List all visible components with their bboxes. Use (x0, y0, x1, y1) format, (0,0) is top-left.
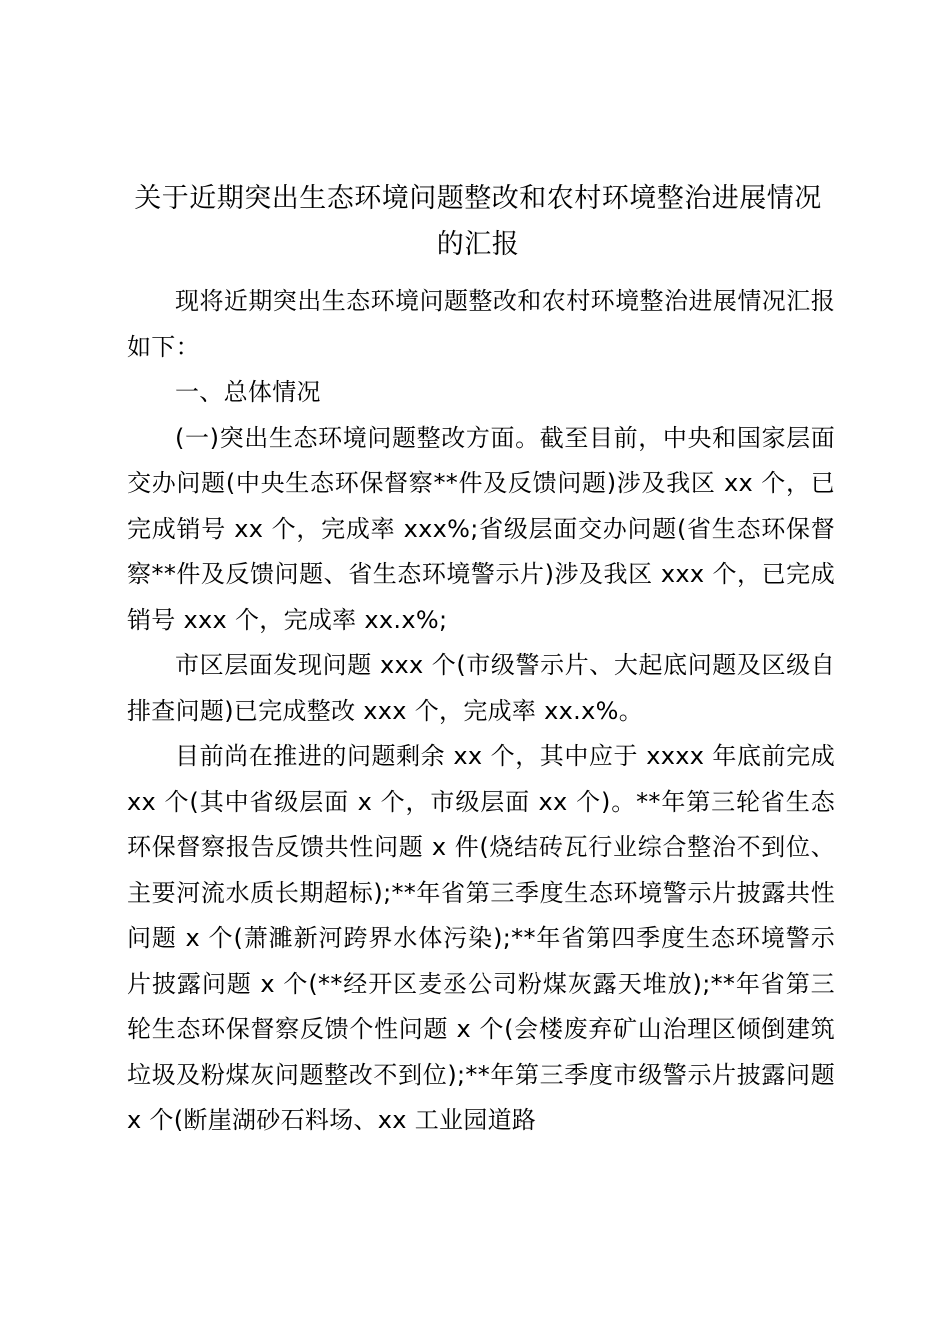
document-title: 关于近期突出生态环境问题整改和农村环境整治进展情况的汇报 (134, 183, 822, 260)
paragraph-city-district: 市区层面发现问题 xxx 个(市级警示片、大起底问题及区级自排查问题)已完成整改 xxx 个，完成率 xx.x%。 (127, 651, 835, 725)
document-body (127, 279, 835, 1144)
paragraph-remaining-issues: 目前尚在推进的问题剩余 xx 个，其中应于 xxxx 年底前完成 xx 个(其中省级层面 x 个，市级层面 xx 个)。**年第三轮省生态环保督察报告反馈共性问题 x 件(烧结砖瓦行业综合整治不到位、主要河流水质长期超标);**年省第三季度生态环境警示片披露共性问题 x 个(萧濉新河跨界水体污染);**年省第四季度生态环境警示片披露问题 x 个(**经开区麦丞公司粉煤灰露天堆放);**年省第三轮生态环保督察反馈个性问题 x 个(会楼废弃矿山治理区倾倒建筑垃圾及粉煤灰问题整改不到位);**年第三季度市级警示片披露问题 x 个(断崖湖砂石料场、xx 工业园道路 (127, 742, 835, 1134)
intro-paragraph: 现将近期突出生态环境问题整改和农村环境整治进展情况汇报如下： (127, 287, 835, 361)
paragraph-rectification: (一)突出生态环境问题整改方面。截至目前，中央和国家层面交办问题(中央生态环保督察**件及反馈问题)涉及我区 xx 个，已完成销号 xx 个，完成率 xxx%;省级层面交办问题(省生态环保督察**件及反馈问题、省生态环境警示片)涉及我区 xxx 个，已完成销号 xxx 个，完成率 xx.x%; (127, 423, 835, 634)
section-heading-overall: 一、总体情况 (175, 378, 321, 406)
